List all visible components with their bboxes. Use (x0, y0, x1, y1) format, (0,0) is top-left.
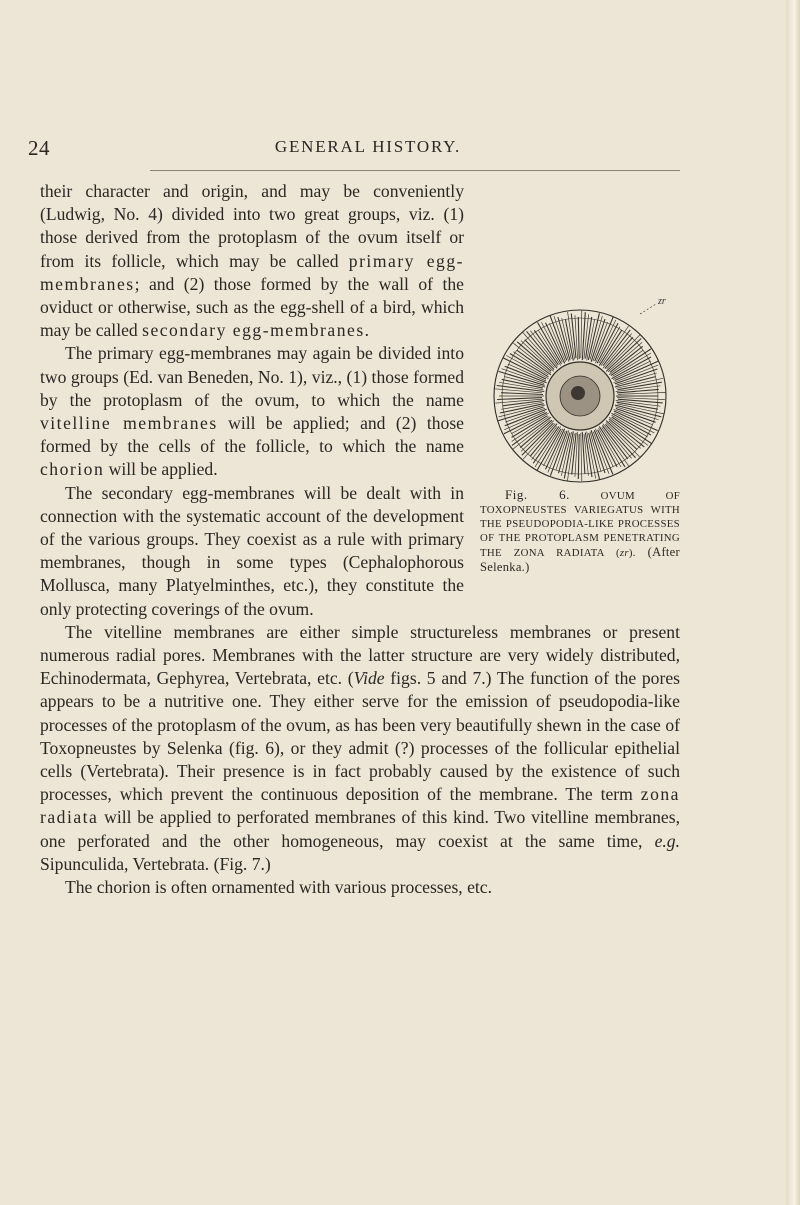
paragraph-5: The chorion is often ornamented with various processes, etc. (65, 877, 493, 898)
zr-label: zr (658, 296, 666, 307)
figure-label: Fig. 6. (505, 487, 570, 502)
page-number: 24 (28, 136, 50, 160)
ovum-illustration (480, 292, 680, 488)
radial-process (609, 419, 644, 447)
radial-process (603, 330, 630, 366)
caption-abbr: zr (619, 547, 629, 559)
caption-main: OVUM OF TOXOPNEUSTES VARIEGATUS WITH THE PSEUDOPODIA-LIKE PROCESSES OF THE PROTOPLASM PENETRATING THE ZONA RADIATA ( (480, 490, 681, 559)
term-chorion: chorion (40, 459, 105, 480)
radial-process (533, 426, 559, 463)
eg-italic: e.g. (654, 830, 680, 851)
germinal-spot (571, 386, 585, 400)
radial-process (578, 317, 579, 359)
radial-process (581, 310, 582, 358)
running-head: GENERAL HISTORY. (274, 137, 462, 156)
term-secondary: secondary egg-membranes (142, 320, 365, 341)
term-zona-radiata: zona radiata (40, 784, 680, 828)
paragraph-2: The primary egg-membranes may again be divided into two groups (Ed. van Beneden, No. 1), viz., (1) those formed by the protoplasm of the ovum, to which the name vitelline membranes will be applied; and (2) those formed by the cells of the follicle, to which the name chorion will be applied. (40, 343, 464, 480)
figure-caption (480, 488, 680, 575)
term-vitelline: vitelline membranes (40, 413, 218, 434)
paragraph-4: The vitelline membranes are either simple structureless membranes or present numerous radial pores. Membranes with the latter structure are very widely distributed, Echinodermata, Gephyrea, Vertebrata, etc. (Vide figs. 5 and 7.) The function of the pores appears to be a nutritive one. They either serve for the emission of pseudopodia-like processes of the protoplasm of the ovum, as has been very beautifully shewn in the case of Toxopneustes by Selenka (fig. 6), or they admit (?) processes of the follicular epithelial cells (Vertebrata). Their presence is in fact probably caused by the existence of such processes, which prevent the continuous deposition of the membrane. The term zona radiata will be applied to perforated membranes of this kind. Two vitelline membranes, one perforated and the other homogeneous, may coexist at the same time, e.g. Sipunculida, Vertebrata. (Fig. 7.) (40, 621, 680, 874)
paragraph-3: The secondary egg-membranes will be dealt with in connection with the systematic account of the development of the various groups. They coexist as a rule with primary membranes, though in some types (Cephalophorous Mollusca, many Platyelminthes, etc.), they constitute the only protecting coverings of the ovum. (40, 482, 464, 619)
radial-process (578, 434, 579, 479)
paragraph-1: their character and origin, and may be conveniently (Ludwig, No. 4) divided into two great groups, viz. (1) those derived from the protoplasm of the ovum itself or from its follicle, which may be called primary egg-membranes; and (2) those formed by the wall of the oviduct or otherwise, such as the egg-shell of a bird, which may be called secondary egg-membranes. (40, 181, 464, 341)
page-edge (786, 0, 800, 1205)
page-header (28, 136, 708, 166)
header-rule (150, 170, 680, 171)
radial-process (497, 398, 542, 400)
vide-italic: Vide (353, 668, 385, 689)
figure-6 (480, 292, 680, 580)
radial-process (618, 399, 663, 403)
term-primary: primary egg-membranes (40, 250, 464, 294)
radial-process (612, 417, 652, 444)
caption-end: ). (628, 547, 636, 559)
radial-process (501, 393, 543, 395)
caption-note: (After Selenka.) (480, 545, 680, 574)
body-text (40, 180, 680, 899)
radial-process (602, 427, 629, 466)
radial-process (535, 426, 561, 467)
zr-leader-line (640, 304, 656, 314)
radial-process (530, 331, 557, 367)
radial-process (617, 389, 659, 393)
